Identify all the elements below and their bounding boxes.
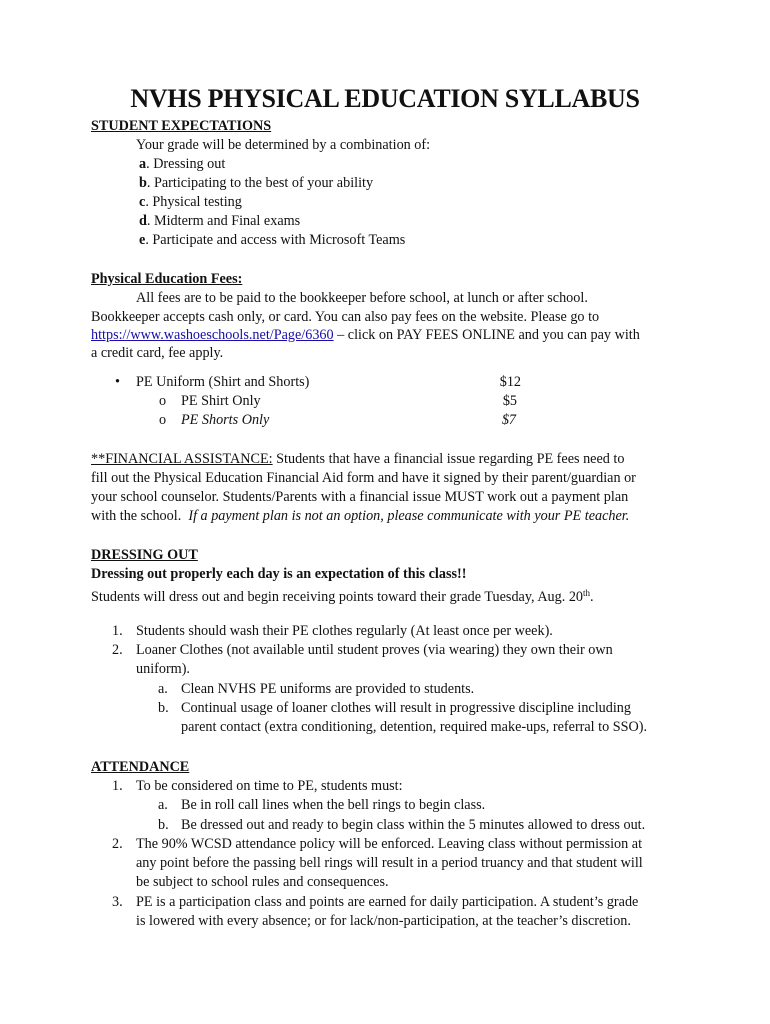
financial-paragraph-line: fill out the Physical Education Financial Aid form and have it signed by their parent/guardian or [91, 470, 636, 486]
sublist-item-continuation: parent contact (extra conditioning, detention, required make-ups, referral to SSO). [181, 719, 648, 735]
sublist-item: Clean NVHS PE uniforms are provided to students. [181, 681, 475, 697]
expectations-intro: Your grade will be determined by a combination of: [136, 137, 431, 153]
financial-heading: **FINANCIAL ASSISTANCE: [91, 451, 273, 467]
expectation-item [139, 231, 405, 249]
list-number: 2. [112, 642, 123, 658]
fee-item-price: $12 [499, 374, 521, 390]
list-item: Loaner Clothes (not available until student proves (via wearing) they own their own [136, 642, 613, 658]
list-item: To be considered on time to PE, students must: [136, 778, 403, 794]
list-item-continuation: uniform). [136, 661, 190, 677]
list-item-continuation: be subject to school rules and consequences. [136, 874, 389, 890]
item-text: . Participate and access with Microsoft Teams [145, 232, 406, 248]
dressing-bold-line: Dressing out properly each day is an expectation of this class!! [91, 566, 467, 582]
dressing-start-line [91, 584, 594, 606]
fees-paragraph-line: a credit card, fee apply. [91, 345, 224, 361]
fees-website-link[interactable]: https://www.washoeschools.net/Page/6360 [91, 327, 334, 343]
dressing-heading: DRESSING OUT [91, 547, 198, 563]
item-letter: b [139, 175, 147, 191]
dressing-start-text: Students will dress out and begin receiving points toward their grade Tuesday, Aug. 20 [91, 589, 584, 605]
fees-paragraph-line [91, 326, 640, 344]
financial-paragraph-line: your school counselor. Students/Parents with a financial issue MUST work out a payment plan [91, 489, 629, 505]
item-letter: c [139, 194, 146, 210]
dressing-start-end: . [590, 589, 594, 605]
item-text: . Participating to the best of your ability [146, 175, 374, 191]
item-text: . Dressing out [146, 156, 226, 172]
list-item: PE is a participation class and points are earned for daily participation. A student’s grade [136, 894, 639, 910]
fee-item-price: $7 [501, 412, 516, 428]
list-item-continuation: is lowered with every absence; or for lack/non-participation, at the teacher’s discretion. [136, 913, 631, 929]
sublist-letter: a. [158, 681, 168, 697]
item-text: . Midterm and Final exams [146, 213, 301, 229]
financial-italic-note: If a payment plan is not an option, please communicate with your PE teacher. [188, 508, 630, 524]
item-letter: e [139, 232, 146, 248]
item-letter: d [139, 213, 147, 229]
dressing-date-suffix: th [583, 588, 591, 598]
list-item: Students should wash their PE clothes regularly (At least once per week). [136, 623, 553, 639]
financial-paragraph-line [91, 450, 624, 468]
expectations-heading: STUDENT EXPECTATIONS [91, 118, 272, 134]
fee-item-label: PE Shirt Only [181, 393, 261, 409]
list-number: 2. [112, 836, 123, 852]
sub-bullet-icon: o [159, 393, 167, 409]
fee-item-price: $5 [502, 393, 517, 409]
fees-paragraph-line: Bookkeeper accepts cash only, or card. You can also pay fees on the website. Please go to [91, 309, 600, 325]
expectation-item [139, 174, 373, 192]
list-number: 1. [112, 778, 123, 794]
fee-item-label: PE Shorts Only [181, 412, 270, 428]
financial-paragraph-line [91, 507, 629, 525]
sublist-letter: b. [158, 700, 169, 716]
expectation-item [139, 193, 242, 211]
page-title: NVHS PHYSICAL EDUCATION SYLLABUS [130, 84, 640, 113]
expectation-item [139, 212, 300, 230]
list-number: 3. [112, 894, 123, 910]
sublist-item: Continual usage of loaner clothes will result in progressive discipline including [181, 700, 631, 716]
sublist-letter: b. [158, 817, 169, 833]
financial-text: with the school. [91, 508, 182, 524]
sublist-letter: a. [158, 797, 168, 813]
fees-paragraph-line: All fees are to be paid to the bookkeeper before school, at lunch or after school. [136, 290, 588, 306]
sub-bullet-icon: o [159, 412, 167, 428]
fees-link-followup: – click on PAY FEES ONLINE and you can pay with [333, 327, 640, 343]
list-item-continuation: any point before the passing bell rings will result in a period truancy and that student will [136, 855, 643, 871]
attendance-heading: ATTENDANCE [91, 759, 190, 775]
fee-item-label: PE Uniform (Shirt and Shorts) [136, 374, 310, 390]
financial-text: Students that have a financial issue regarding PE fees need to [272, 451, 625, 467]
sublist-item: Be dressed out and ready to begin class within the 5 minutes allowed to dress out. [181, 817, 646, 833]
list-number: 1. [112, 623, 123, 639]
fees-heading: Physical Education Fees: [91, 271, 243, 287]
item-letter: a [139, 156, 147, 172]
bullet-icon: • [115, 374, 120, 390]
expectation-item [139, 155, 225, 173]
list-item: The 90% WCSD attendance policy will be enforced. Leaving class without permission at [136, 836, 643, 852]
item-text: . Physical testing [145, 194, 242, 210]
sublist-item: Be in roll call lines when the bell rings to begin class. [181, 797, 486, 813]
